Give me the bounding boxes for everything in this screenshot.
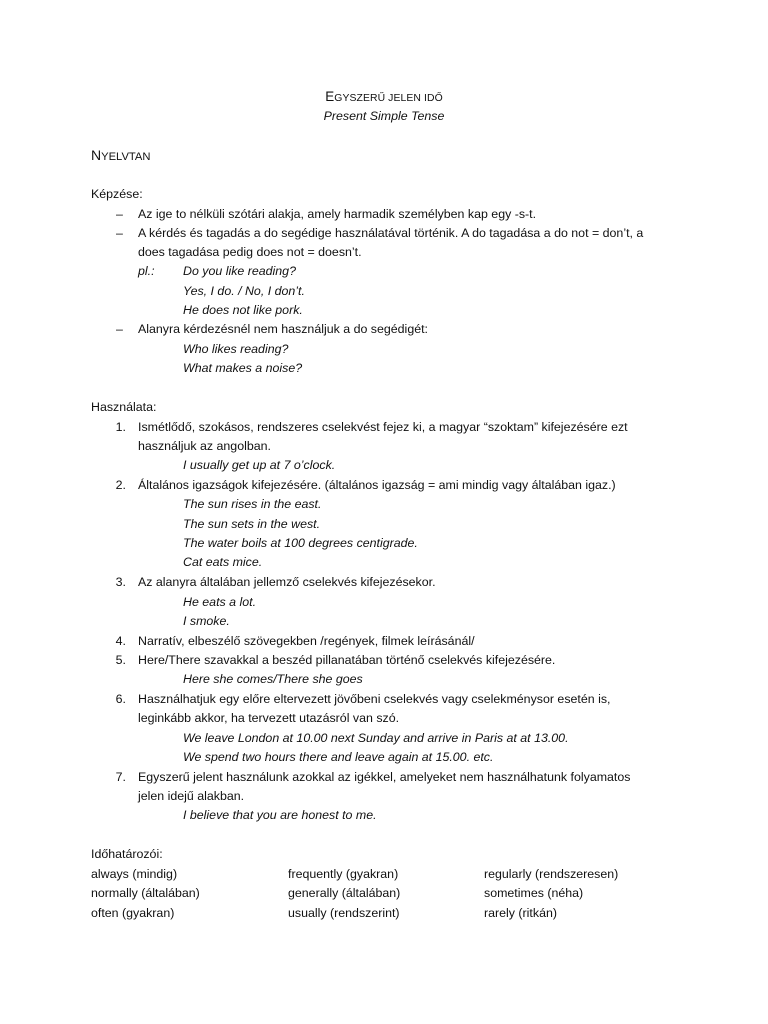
usage-item-5-line-1: Here/There szavakkal a beszéd pillanatában történő cselekvés kifejezésére. [138, 653, 556, 667]
document-subtitle: Present Simple Tense [323, 109, 445, 123]
heading-initial: N [91, 147, 102, 163]
example-label: pl.: [138, 264, 155, 278]
document-title [0, 87, 768, 108]
example-line: He does not like pork. [183, 303, 303, 317]
example-line: Here she comes/There she goes [183, 672, 363, 686]
usage-item-6-line-2: leginkább akkor, ha tervezett utazásról van szó. [138, 711, 400, 725]
usage-item-1-line-2: használjuk az angolban. [138, 439, 271, 453]
adverb-cell: sometimes (néha) [484, 886, 584, 900]
example-line: What makes a noise? [183, 361, 303, 375]
kepzese-heading: Képzése: [91, 187, 143, 201]
example-line: I smoke. [183, 614, 230, 628]
adverb-cell: usually (rendszerint) [288, 906, 400, 920]
list-number: 6. [115, 692, 126, 706]
list-number: 7. [115, 770, 126, 784]
kepzese-bullet-2-line-2: does tagadása pedig does not = doesn’t. [138, 245, 362, 259]
usage-item-7-line-2: jelen idejű alakban. [138, 789, 245, 803]
title-initial: E [325, 89, 335, 104]
adverb-cell: normally (általában) [91, 886, 200, 900]
example-line: He eats a lot. [183, 595, 257, 609]
dash-bullet: – [116, 322, 123, 336]
example-line: Yes, I do. / No, I don’t. [183, 284, 305, 298]
list-number: 3. [115, 575, 126, 589]
example-line: I usually get up at 7 o’clock. [183, 458, 336, 472]
kepzese-bullet-3: Alanyra kérdezésnél nem használjuk a do segédigét: [138, 322, 428, 336]
adverb-cell: generally (általában) [288, 886, 401, 900]
list-number: 1. [115, 420, 126, 434]
section-heading-nyelvtan [91, 146, 150, 167]
example-line: The sun sets in the west. [183, 517, 321, 531]
usage-item-3-line-1: Az alanyra általában jellemző cselekvés kifejezésekor. [138, 575, 436, 589]
usage-item-1-line-1: Ismétlődő, szokásos, rendszeres cselekvést fejez ki, a magyar “szoktam” kifejezésére ezt [138, 420, 628, 434]
title-rest: GYSZERŰ JELEN IDŐ [334, 93, 443, 104]
dash-bullet: – [116, 226, 123, 240]
list-number: 2. [115, 478, 126, 492]
list-number: 4. [115, 634, 126, 648]
example-line: Who likes reading? [183, 342, 289, 356]
example-line: Cat eats mice. [183, 555, 263, 569]
list-number: 5. [115, 653, 126, 667]
usage-item-2-line-1: Általános igazságok kifejezésére. (általános igazság = ami mindig vagy általában igaz.) [138, 478, 616, 492]
kepzese-bullet-1: Az ige to nélküli szótári alakja, amely harmadik személyben kap egy -s-t. [138, 207, 537, 221]
kepzese-bullet-2-line-1: A kérdés és tagadás a do segédige használatával történik. A do tagadása a do not = don’t, a [138, 226, 644, 240]
example-line: The sun rises in the east. [183, 497, 322, 511]
adverb-cell: frequently (gyakran) [288, 867, 399, 881]
usage-item-6-line-1: Használhatjuk egy előre eltervezett jövőbeni cselekvés vagy cselekménysor esetén is, [138, 692, 611, 706]
usage-item-7-line-1: Egyszerű jelent használunk azokkal az igékkel, amelyeket nem használhatunk folyamatos [138, 770, 631, 784]
dash-bullet: – [116, 207, 123, 221]
example-line: I believe that you are honest to me. [183, 808, 377, 822]
hasznalata-heading: Használata: [91, 400, 157, 414]
adverb-cell: rarely (ritkán) [484, 906, 557, 920]
adverb-cell: often (gyakran) [91, 906, 175, 920]
example-line: We spend two hours there and leave again at 15.00. etc. [183, 750, 494, 764]
example-line: We leave London at 10.00 next Sunday and arrive in Paris at at 13.00. [183, 731, 569, 745]
example-line: Do you like reading? [183, 264, 296, 278]
adverb-cell: regularly (rendszeresen) [484, 867, 619, 881]
heading-rest: YELVTAN [101, 151, 151, 163]
idohatarozoi-heading: Időhatározói: [91, 847, 163, 861]
adverb-cell: always (mindig) [91, 867, 178, 881]
usage-item-4-line-1: Narratív, elbeszélő szövegekben /regények, filmek leírásánál/ [138, 634, 475, 648]
example-line: The water boils at 100 degrees centigrade. [183, 536, 418, 550]
